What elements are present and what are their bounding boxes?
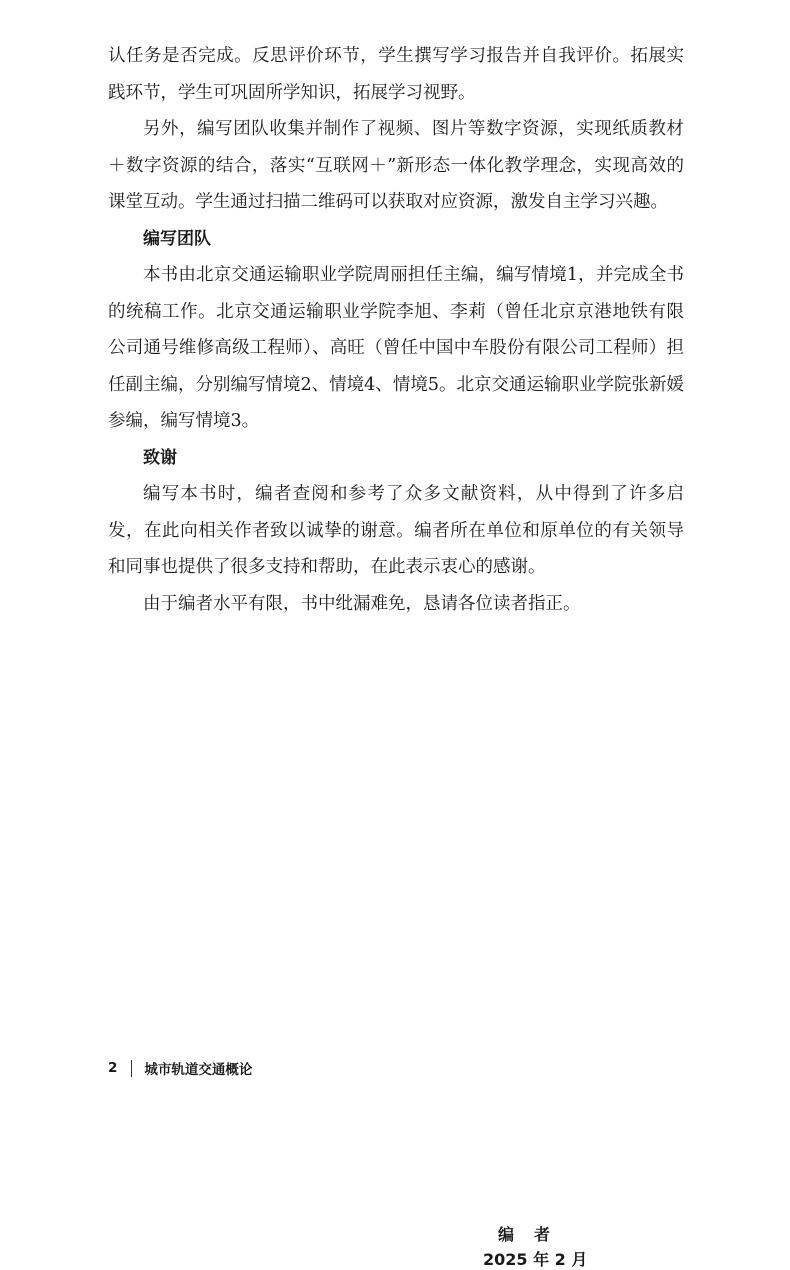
- paragraph-3: 本书由北京交通运输职业学院周丽担任主编，编写情境1，并完成全书的统稿工作。北京交通运输职业学院李旭、李莉（曾任北京京港地铁有限公司通号维修高级工程师）、高旺（曾任中国中车股份有限公司工程师）担任副主编，分别编写情境2、情境4、情境5。北京交通运输职业学院张新媛参编，编写情境3。: [108, 265, 684, 431]
- footer-divider: [131, 1060, 132, 1077]
- paragraph-5: 由于编者水平有限，书中纰漏难免，恳请各位读者指正。: [143, 593, 581, 614]
- signature-author: 编者: [498, 1225, 571, 1244]
- page-footer: [108, 1058, 252, 1078]
- paragraph-4: 编写本书时，编者查阅和参考了众多文献资料，从中得到了许多启发，在此向相关作者致以诚挚的谢意。编者所在单位和原单位的有关领导和同事也提供了很多支持和帮助，在此表示衷心的感谢。: [108, 484, 684, 577]
- paragraph-1: 认任务是否完成。反思评价环节，学生撰写学习报告并自我评价。拓展实践环节，学生可巩固所学知识，拓展学习视野。: [108, 46, 684, 103]
- page-number: 2: [108, 1060, 118, 1076]
- paragraph-2: 另外，编写团队收集并制作了视频、图片等数字资源，实现纸质教材＋数字资源的结合，落实“互联网＋”新形态一体化教学理念，实现高效的课堂互动。学生通过扫描二维码可以获取对应资源，激发自主学习兴趣。: [108, 119, 684, 212]
- heading-writing-team: 编写团队: [143, 228, 211, 249]
- book-title: 城市轨道交通概论: [144, 1062, 253, 1078]
- heading-acknowledgements: 致谢: [143, 447, 177, 468]
- signature-date: 2025 年 2 月: [483, 1250, 588, 1269]
